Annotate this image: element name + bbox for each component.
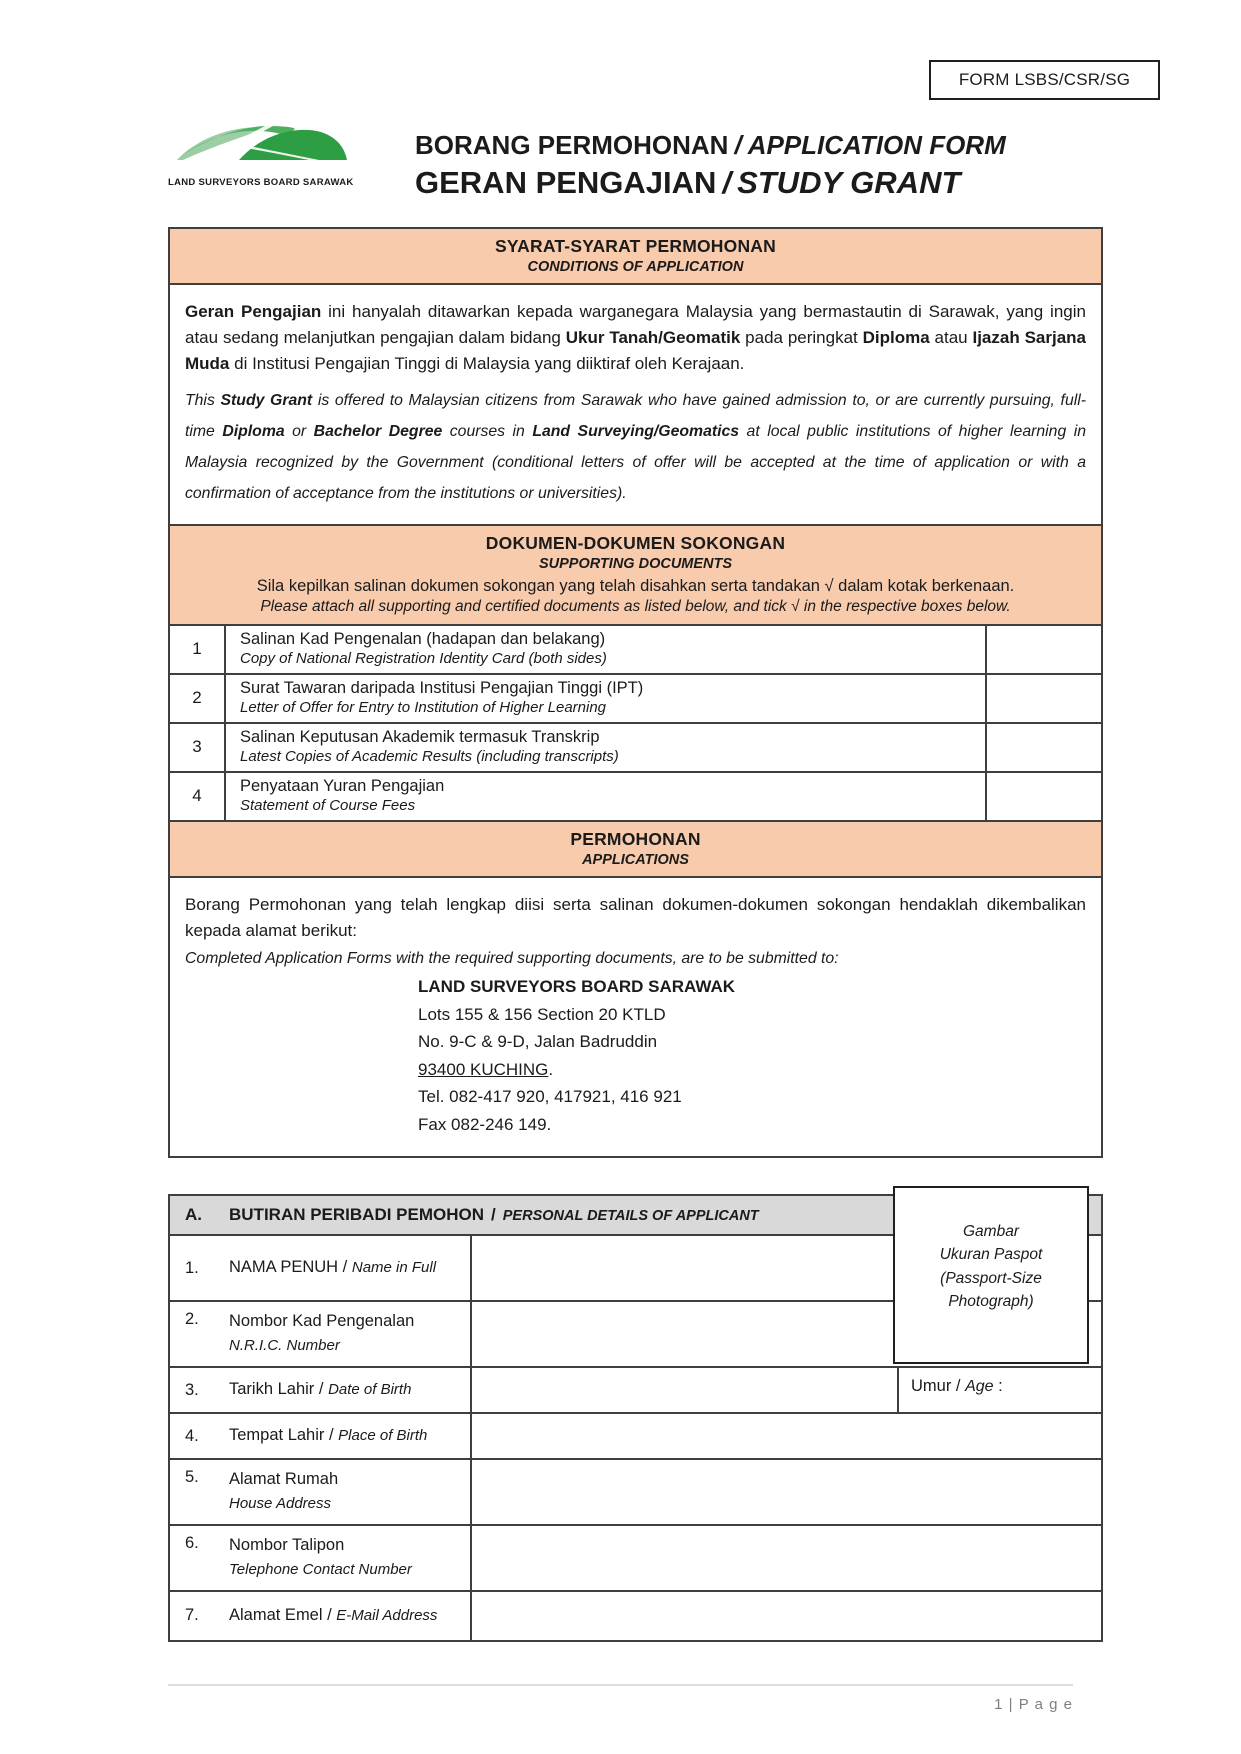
document-number: 1 [170,626,226,673]
field-label-name [170,1236,472,1300]
photo-box-line1: Gambar [963,1223,1019,1241]
conditions-paragraph-ms: Geran Pengajian ini hanyalah ditawarkan kepada warganegara Malaysia yang bermastautin di Sarawak, yang ingin atau sedang melanjutkan pengajian dalam bidang Ukur Tanah/Geomatik pada peringkat Diploma atau Ijazah Sarjana Muda di Institusi Pengajian Tinggi di Malaysia yang diiktiraf oleh Kerajaan. [185,302,1087,373]
title-line2-ms: GERAN PENGAJIAN [415,165,717,200]
document-desc-ms: Surat Tawaran daripada Institusi Pengajian Tinggi (IPT) [240,678,644,697]
document-description [226,773,985,820]
field-label-ms: Nombor Kad Pengenalan [229,1312,415,1331]
conditions-header-band [170,229,1101,285]
title-separator-2: / [722,165,732,200]
document-row-3 [170,724,1101,773]
documents-instruction-en: Please attach all supporting and certified documents as listed below, and tick √ in the respective boxes below. [260,597,1011,615]
document-number: 3 [170,724,226,771]
document-desc-ms: Salinan Kad Pengenalan (hadapan dan belakang) [240,629,606,648]
form-title-line1 [415,130,1006,161]
documents-instruction-ms: Sila kepilkan salinan dokumen sokongan yang telah disahkan serta tandakan √ dalam kotak berkenaan. [256,576,1015,595]
address-line1: Lots 155 & 156 Section 20 KTLD [418,1004,666,1024]
field-row-house-address [170,1460,1101,1526]
title-separator: / [734,130,742,160]
field-label-ms: Tempat Lahir / [229,1426,334,1445]
field-label-dob [170,1368,472,1412]
field-label-text [229,1424,427,1448]
field-number: 2. [185,1310,199,1329]
email-input-cell[interactable] [472,1592,1101,1640]
main-content [168,227,1103,1642]
field-label-ms: Alamat Emel / [229,1605,332,1624]
document-desc-ms: Penyataan Yuran Pengajian [240,776,445,795]
document-row-2 [170,675,1101,724]
field-label-en: Place of Birth [338,1427,428,1445]
conditions-paragraph-en: This Study Grant is offered to Malaysian citizens from Sarawak who have gained admission to, or are currently pursuing, full-time Diploma or Bachelor Degree courses in Land Surveying/Geomatics at local public institutions of higher learning in Malaysia recognized by the Government (conditional letters of offer will be accepted at the time of application or with a confirmation of acceptance from the institutions or universities). [185,392,1087,502]
page-number: 1 | P a g e [994,1696,1073,1713]
section-a-title-en: PERSONAL DETAILS OF APPLICANT [502,1208,759,1225]
address-city-suffix: . [548,1059,554,1079]
field-label-ms: Nombor Talipon [229,1535,345,1554]
applications-header-band [170,822,1101,878]
title-line1-en: APPLICATION FORM [747,130,1006,160]
applications-paragraph-en: Completed Application Forms with the required supporting documents, are to be submitted to: [185,950,839,968]
page-footer [168,1684,1073,1713]
address-fax: Fax 082-246 149. [418,1114,552,1134]
field-number: 6. [185,1533,199,1552]
field-number: 3. [185,1380,199,1399]
field-label-en: E-Mail Address [336,1606,438,1624]
field-label-house-address [170,1460,472,1524]
title-line1-ms: BORANG PERMOHONAN [415,130,729,160]
tick-checkbox-cell-3[interactable] [985,724,1101,771]
field-label-ms: Alamat Rumah [229,1470,339,1489]
age-label-en: Age [965,1378,994,1396]
field-label-en: Date of Birth [328,1381,412,1399]
field-label-telephone [170,1526,472,1590]
section-a-title-ms: BUTIRAN PERIBADI PEMOHON [229,1205,485,1225]
address-telephone: Tel. 082-417 920, 417921, 416 921 [418,1087,682,1107]
age-label-ms: Umur / [911,1377,961,1396]
section-a-letter: A. [185,1205,202,1225]
applications-title-ms: PERMOHONAN [570,828,701,849]
document-number: 2 [170,675,226,722]
house-address-input-cell[interactable] [472,1460,1101,1524]
section-a-personal-details [168,1194,1103,1642]
tick-checkbox-cell-2[interactable] [985,675,1101,722]
form-title-block [415,118,1006,201]
document-desc-ms: Salinan Keputusan Akademik termasuk Transkrip [240,727,600,746]
document-header [168,118,1006,201]
form-code-box [929,60,1160,100]
telephone-input-cell[interactable] [472,1526,1101,1590]
lsbs-logo-icon [169,157,349,174]
document-row-4 [170,773,1101,822]
field-label-text [229,1378,411,1402]
field-number: 5. [185,1468,199,1487]
field-label-en: Telephone Contact Number [229,1560,412,1578]
document-desc-en: Letter of Offer for Entry to Institution of Higher Learning [240,698,607,716]
field-row-dob [170,1368,1101,1414]
address-line2: No. 9-C & 9-D, Jalan Badruddin [418,1032,658,1052]
field-number: 1. [185,1258,199,1277]
field-label-ms: NAMA PENUH / [229,1258,348,1277]
conditions-title-en: CONDITIONS OF APPLICATION [527,259,744,275]
field-label-pob [170,1414,472,1458]
applications-title-en: APPLICATIONS [582,851,689,868]
field-label-text [229,1256,436,1280]
applications-paragraph-ms: Borang Permohonan yang telah lengkap diisi serta salinan dokumen-dokumen sokongan hendaklah dikembalikan kepada alamat berikut: [185,894,1086,940]
field-label-text [229,1604,437,1628]
age-cell[interactable] [897,1368,1101,1412]
submission-address-block [418,973,1086,1138]
field-row-telephone [170,1526,1101,1592]
field-label-text [229,1310,414,1358]
field-number: 4. [185,1426,199,1445]
field-row-pob [170,1414,1101,1460]
address-city-line [418,1056,1086,1084]
document-desc-en: Latest Copies of Academic Results (including transcripts) [240,747,619,765]
field-label-ms: Tarikh Lahir / [229,1380,324,1399]
lsbs-logo [168,118,354,201]
conditions-documents-table [168,227,1103,1158]
applications-body [170,878,1101,1157]
document-row-1 [170,626,1101,675]
field-row-email [170,1592,1101,1640]
passport-photo-box[interactable] [893,1186,1089,1364]
field-label-en: House Address [229,1494,331,1512]
field-label-email [170,1592,472,1640]
photo-box-line4: Photograph) [948,1292,1034,1310]
documents-title-en: SUPPORTING DOCUMENTS [538,555,733,572]
footer-divider [168,1684,1073,1686]
field-number: 7. [185,1606,199,1625]
field-label-text [229,1534,412,1582]
field-label-nric [170,1302,472,1366]
conditions-title-ms: SYARAT-SYARAT PERMOHONAN [495,236,776,256]
age-label-suffix: : [998,1377,1003,1396]
dob-input-cell[interactable] [472,1368,897,1412]
documents-title-ms: DOKUMEN-DOKUMEN SOKONGAN [485,532,786,553]
pob-input-cell[interactable] [472,1414,1101,1458]
form-title-line2 [415,165,1006,201]
conditions-body [170,285,1101,526]
address-city: 93400 KUCHING [418,1059,549,1079]
field-label-en: N.R.I.C. Number [229,1337,340,1355]
logo-caption: LAND SURVEYORS BOARD SARAWAK [168,177,354,188]
address-org-name: LAND SURVEYORS BOARD SARAWAK [418,977,736,997]
field-label-en: Name in Full [351,1259,437,1277]
documents-header-band [170,526,1101,626]
document-desc-en: Statement of Course Fees [240,796,416,814]
document-desc-en: Copy of National Registration Identity Card (both sides) [240,649,607,667]
photo-box-line2: Ukuran Paspot [939,1246,1043,1264]
tick-checkbox-cell-4[interactable] [985,773,1101,820]
document-number: 4 [170,773,226,820]
form-code-text: FORM LSBS/CSR/SG [958,70,1131,89]
document-description [226,724,985,771]
section-a-title-separator: / [491,1205,496,1225]
tick-checkbox-cell-1[interactable] [985,626,1101,673]
title-line2-en: STUDY GRANT [737,165,961,200]
document-description [226,626,985,673]
photo-box-line3: (Passport-Size [940,1269,1042,1287]
document-description [226,675,985,722]
field-label-text [229,1468,338,1516]
